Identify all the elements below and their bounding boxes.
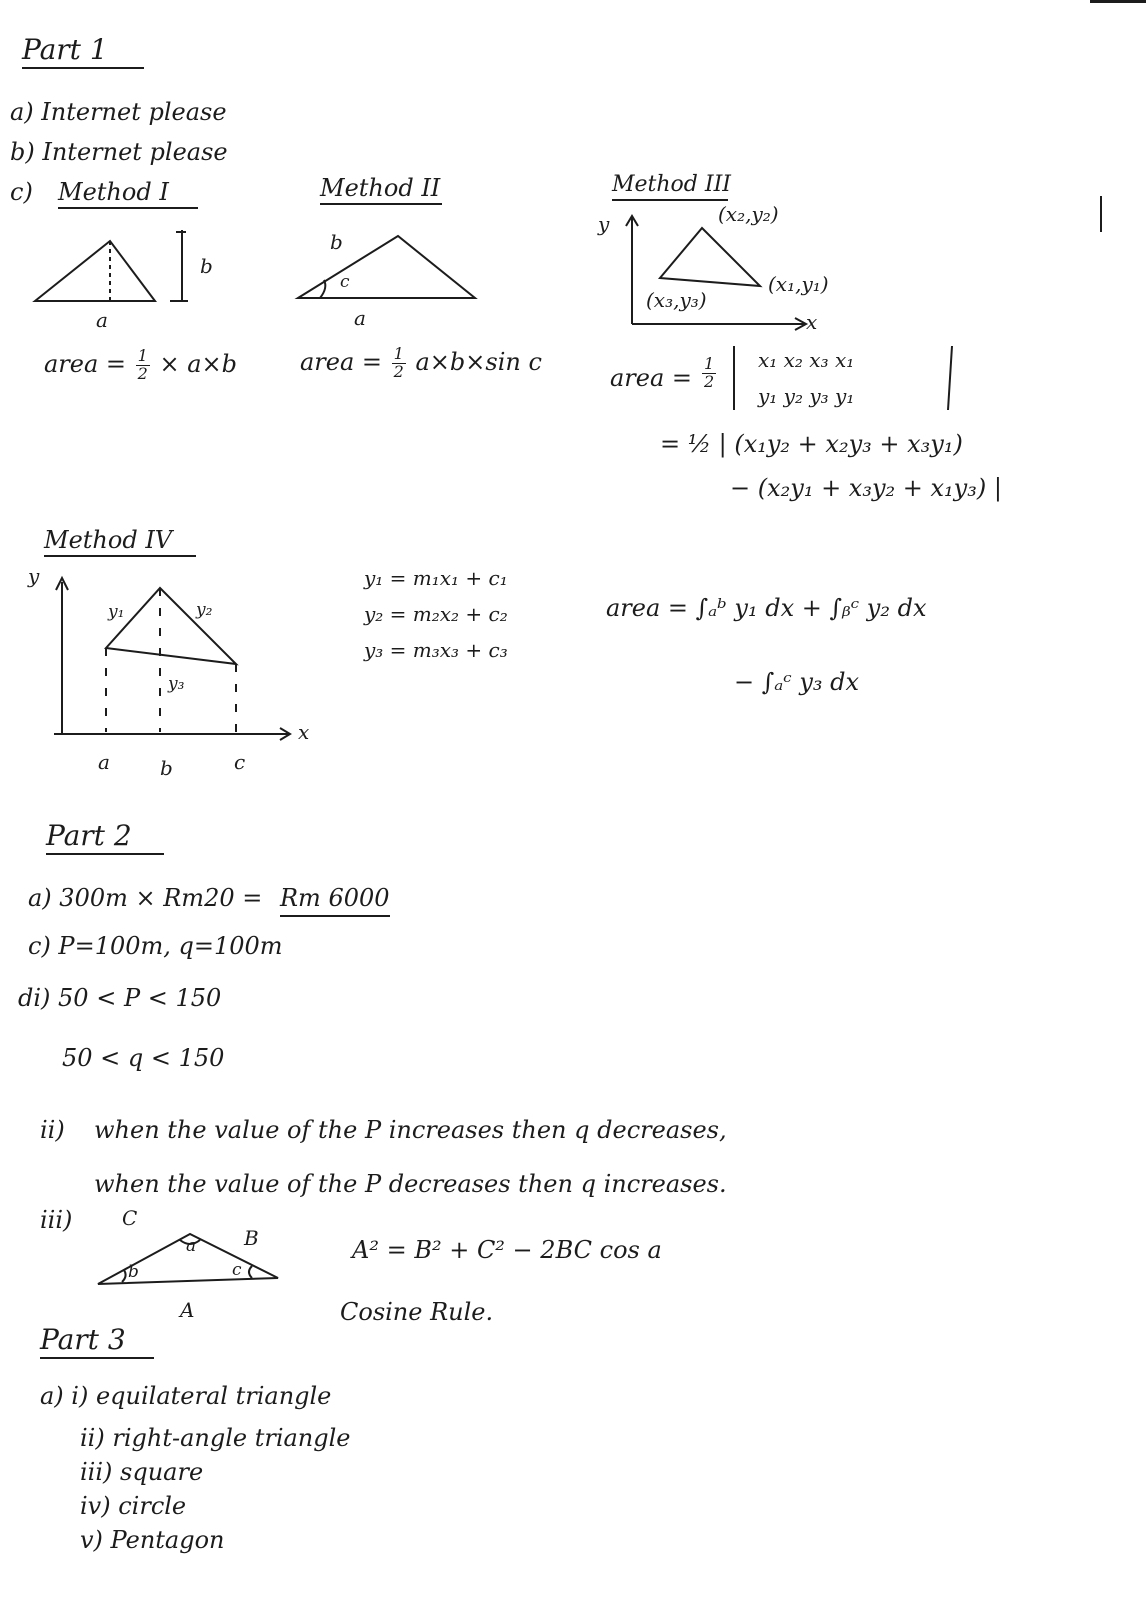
part2-ii-line1: when the value of the P increases then q decreases, [94, 1116, 727, 1144]
cosine-rule-label: Cosine Rule. [340, 1298, 494, 1326]
tri-vertex-c: C [122, 1206, 138, 1230]
frac-num: 1 [704, 354, 715, 373]
method2-triangle-figure [290, 228, 490, 308]
part3-item-5: v) Pentagon [80, 1526, 225, 1554]
tri-side-a: A [180, 1298, 195, 1322]
method4-line-eq1: y₁ = m₁x₁ + c₁ [364, 566, 508, 590]
method3-point-2: (x₂,y₂) [718, 202, 779, 226]
cosine-rule-formula: A² = B² + C² − 2BC cos a [352, 1236, 662, 1264]
method1-triangle-figure [30, 228, 200, 308]
method4-line-eq2: y₂ = m₂x₂ + c₂ [364, 602, 508, 626]
method1-formula-rest: × a×b [159, 349, 238, 378]
part2-answer-di-q: 50 < q < 150 [62, 1044, 225, 1072]
method4-label-y2: y₂ [196, 600, 213, 620]
method1-title: Method I [58, 180, 198, 209]
part3-item-3: iii) square [80, 1458, 204, 1486]
frac-num: 1 [393, 344, 404, 363]
part2-answer-di: di) 50 < P < 150 [18, 984, 222, 1012]
method4-tick-c: c [234, 750, 246, 774]
tri-angle-b: b [128, 1262, 139, 1282]
scan-edge-line [1090, 0, 1146, 3]
method4-tick-b: b [160, 756, 173, 780]
method4-title: Method IV [44, 528, 196, 557]
method2-area-label: area = [300, 347, 383, 376]
method3-matrix-row1: x₁ x₂ x₃ x₁ [758, 348, 855, 372]
part1-c-label: c) [10, 178, 33, 206]
part3-item-2: ii) right-angle triangle [80, 1424, 351, 1452]
method1-side-a: a [96, 308, 108, 332]
method4-line-eq3: y₃ = m₃x₃ + c₃ [364, 638, 508, 662]
method3-point-3: (x₃,y₃) [646, 288, 707, 312]
cosine-angle-c-arc [249, 1266, 252, 1278]
part2-iii-label: iii) [40, 1206, 73, 1234]
part1-heading: Part 1 [22, 36, 144, 69]
method4-area-line1: area = ∫ₐᵇ y₁ dx + ∫ᵦᶜ y₂ dx [606, 594, 927, 622]
part3-item-1: a) i) equilateral triangle [40, 1382, 332, 1410]
method4-axis-y: y [28, 564, 40, 588]
part2-a-result: Rm 6000 [280, 884, 390, 917]
frac-den: 2 [393, 361, 404, 381]
method3-half-fraction [702, 356, 716, 391]
method2-half-fraction [392, 346, 406, 381]
method3-axis-y: y [598, 212, 610, 236]
determinant-right-bar [948, 346, 952, 410]
method4-integration-figure [50, 574, 320, 744]
margin-mark [1100, 196, 1102, 232]
tri-angle-c: c [232, 1260, 242, 1280]
method3-title: Method III [612, 174, 728, 201]
method3-matrix-row2: y₁ y₂ y₃ y₁ [758, 384, 855, 408]
part2-ii-label: ii) [40, 1116, 65, 1144]
part2-answer-c: c) P=100m, q=100m [28, 932, 283, 960]
method2-side-b: b [330, 230, 343, 254]
part1-answer-a: a) Internet please [10, 98, 227, 126]
method4-triangle [106, 588, 236, 664]
part3-item-4: iv) circle [80, 1492, 187, 1520]
method2-angle-c: c [340, 272, 350, 292]
method2-side-a: a [354, 306, 366, 330]
method1-side-b: b [200, 254, 213, 278]
tri-angle-a: a [186, 1236, 197, 1256]
method1-area-label: area = [44, 349, 127, 378]
method1-area-formula [44, 348, 237, 383]
method4-area-line2: − ∫ₐᶜ y₃ dx [734, 668, 860, 696]
frac-num: 1 [137, 346, 148, 365]
part3-heading: Part 3 [40, 1326, 154, 1359]
method3-area-label: area = [610, 364, 693, 392]
method3-point-1: (x₁,y₁) [768, 272, 829, 296]
frac-den: 2 [704, 371, 715, 391]
part2-a-prefix: a) 300m × Rm20 = [28, 884, 263, 912]
part1-answer-b: b) Internet please [10, 138, 228, 166]
method3-expansion-line1: = ½ | (x₁y₂ + x₂y₃ + x₃y₁) [660, 430, 963, 458]
method4-label-y3: y₃ [168, 674, 185, 694]
method4-tick-a: a [98, 750, 110, 774]
method1-triangle [35, 241, 155, 301]
frac-den: 2 [137, 363, 148, 383]
method3-expansion-line2: − (x₂y₁ + x₃y₂ + x₁y₃) | [730, 474, 1002, 502]
tri-vertex-b: B [244, 1226, 259, 1250]
method2-title: Method II [320, 176, 442, 205]
method3-axis-x: x [806, 310, 818, 334]
method2-formula-rest: a×b×sin c [415, 347, 542, 376]
method4-axis-x: x [298, 720, 310, 744]
part2-answer-a [28, 886, 390, 910]
method2-area-formula [300, 346, 542, 381]
part2-ii-line2: when the value of the P decreases then q increases. [94, 1170, 727, 1198]
method3-triangle [660, 228, 760, 286]
part2-heading: Part 2 [46, 822, 164, 855]
method1-half-fraction [136, 348, 150, 383]
method4-label-y1: y₁ [108, 602, 125, 622]
